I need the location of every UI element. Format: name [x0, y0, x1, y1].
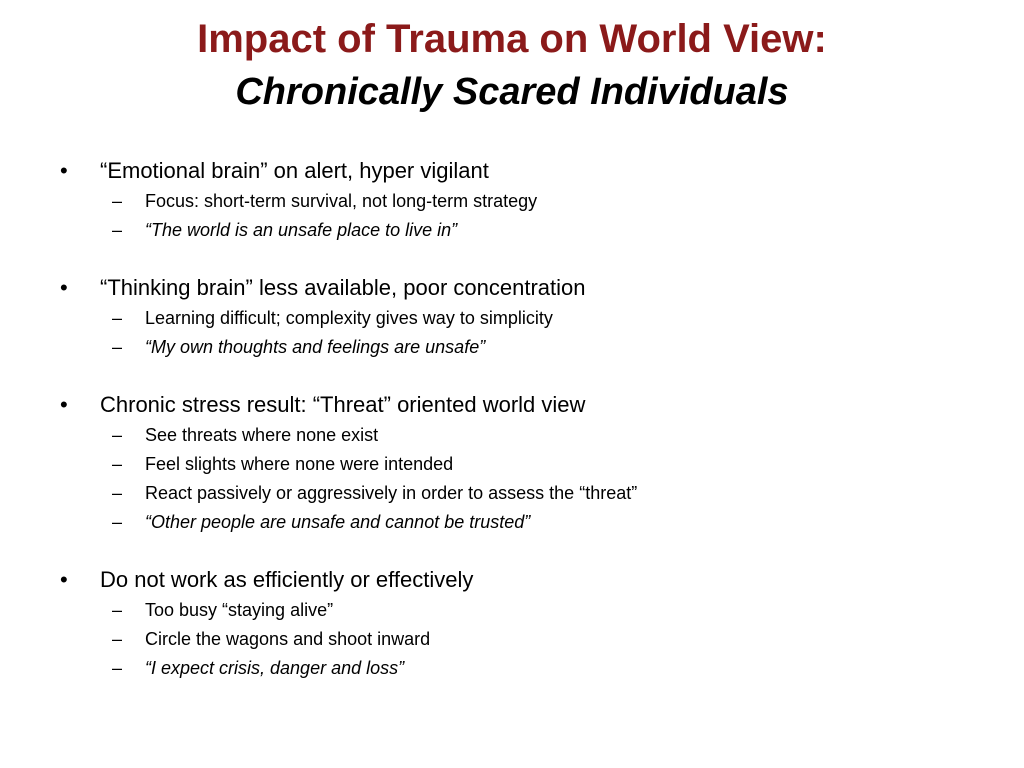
sub-bullet-text: Too busy “staying alive” [145, 600, 334, 620]
sub-bullet-item [100, 304, 988, 333]
bullet-text: Chronic stress result: “Threat” oriented world view [100, 392, 586, 417]
sub-bullet-text: Focus: short-term survival, not long-term strategy [145, 191, 538, 211]
bullet-item [58, 272, 988, 362]
sub-bullet-item [100, 654, 988, 683]
slide-subtitle: Chronically Scared Individuals [235, 71, 789, 113]
sub-bullet-text: Circle the wagons and shoot inward [145, 629, 431, 649]
sub-bullet-text: “My own thoughts and feelings are unsafe” [145, 337, 486, 357]
sub-bullet-item [100, 596, 988, 625]
sub-bullet-marker: – [112, 308, 123, 328]
bullet-text: “Thinking brain” less available, poor concentration [100, 275, 586, 300]
sub-bullet-item [100, 450, 988, 479]
sub-bullet-marker: – [112, 629, 123, 649]
sub-bullet-text: React passively or aggressively in order to assess the “threat” [145, 483, 638, 503]
sub-bullet-list [100, 596, 988, 683]
bullet-item [58, 564, 988, 683]
sub-bullet-text: “Other people are unsafe and cannot be trusted” [145, 512, 531, 532]
sub-bullet-text: See threats where none exist [145, 425, 379, 445]
sub-bullet-item [100, 508, 988, 537]
sub-bullet-marker: – [112, 658, 123, 678]
bullet-list [58, 155, 988, 710]
sub-bullet-text: Learning difficult; complexity gives way to simplicity [145, 308, 553, 328]
sub-bullet-marker: – [112, 483, 123, 503]
slide-title: Impact of Trauma on World View: [197, 17, 827, 61]
sub-bullet-item [100, 625, 988, 654]
sub-bullet-list [100, 304, 988, 362]
sub-bullet-item [100, 187, 988, 216]
bullet-marker: • [60, 392, 68, 417]
sub-bullet-text: “I expect crisis, danger and loss” [145, 658, 405, 678]
sub-bullet-marker: – [112, 337, 123, 357]
bullet-marker: • [60, 275, 68, 300]
sub-bullet-list [100, 421, 988, 537]
bullet-item [58, 389, 988, 537]
sub-bullet-marker: – [112, 425, 123, 445]
sub-bullet-marker: – [112, 600, 123, 620]
sub-bullet-marker: – [112, 191, 123, 211]
sub-bullet-marker: – [112, 512, 123, 532]
sub-bullet-item [100, 421, 988, 450]
bullet-item [58, 155, 988, 245]
sub-bullet-marker: – [112, 220, 123, 240]
bullet-text: Do not work as efficiently or effectively [100, 567, 474, 592]
sub-bullet-marker: – [112, 454, 123, 474]
sub-bullet-text: Feel slights where none were intended [145, 454, 454, 474]
sub-bullet-item [100, 333, 988, 362]
bullet-marker: • [60, 567, 68, 592]
bullet-text: “Emotional brain” on alert, hyper vigilant [100, 158, 489, 183]
sub-bullet-item [100, 216, 988, 245]
sub-bullet-list [100, 187, 988, 245]
bullet-marker: • [60, 158, 68, 183]
title-block [0, 14, 1024, 116]
sub-bullet-text: “The world is an unsafe place to live in” [145, 220, 458, 240]
sub-bullet-item [100, 479, 988, 508]
